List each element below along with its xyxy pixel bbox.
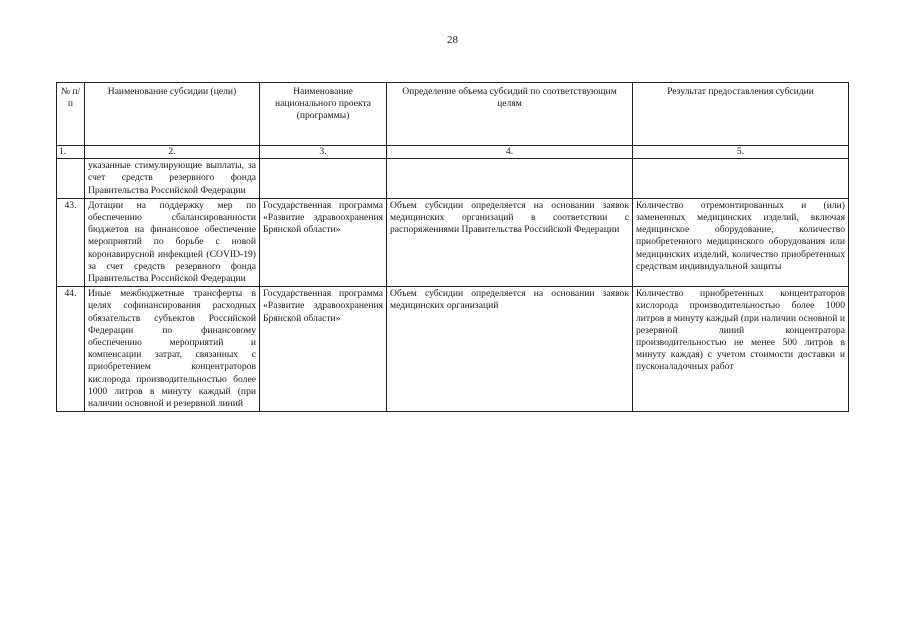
header-result: Результат предоставления субсидии bbox=[633, 83, 849, 146]
column-number: 2. bbox=[85, 146, 260, 159]
row-number bbox=[57, 159, 85, 199]
column-number: 4. bbox=[387, 146, 633, 159]
row-result bbox=[633, 159, 849, 199]
table-row bbox=[57, 159, 849, 199]
row-program: Государственная программа «Развитие здравоохранения Брянской области» bbox=[260, 287, 387, 412]
row-subsidy-name: Дотации на поддержку мер по обеспечению сбалансированности бюджетов на финансовое обеспечение мероприятий по борьбе с новой коронавирусной инфекцией (COVID-19) за счет средств резервного фонда Правительства Российской Федерации bbox=[85, 198, 260, 286]
header-volume-definition: Определение объема субсидий по соответствующим целям bbox=[387, 83, 633, 146]
row-number: 43. bbox=[57, 198, 85, 286]
header-number: № п/п bbox=[57, 83, 85, 146]
column-number-row bbox=[57, 146, 849, 159]
row-number: 44. bbox=[57, 287, 85, 412]
column-number: 3. bbox=[260, 146, 387, 159]
row-program: Государственная программа «Развитие здравоохранения Брянской области» bbox=[260, 198, 387, 286]
column-number: 5. bbox=[633, 146, 849, 159]
row-result: Количество отремонтированных и (или) замененных медицинских изделий, включая медицинское оборудование, количество приобретенного медицинского оборудования или медицинских изделий, количество приобретенных средствам индивидуальной защиты bbox=[633, 198, 849, 286]
table-header-row bbox=[57, 83, 849, 146]
subsidy-table bbox=[56, 82, 849, 412]
row-program bbox=[260, 159, 387, 199]
column-number: 1. bbox=[57, 146, 85, 159]
table-row bbox=[57, 198, 849, 286]
row-volume bbox=[387, 159, 633, 199]
table-row bbox=[57, 287, 849, 412]
header-national-project: Наименование национального проекта (программы) bbox=[260, 83, 387, 146]
row-volume: Объем субсидии определяется на основании заявок медицинских организаций в соответствии с распоряжениями Правительства Российской Федерации bbox=[387, 198, 633, 286]
row-subsidy-name: Иные межбюджетные трансферты в целях софинансирования расходных обязательств субъектов Российской Федерации по финансовому обеспечению мероприятий и компенсации затрат, связанных с приобретением концентраторов кислорода производительностью более 1000 литров в минуту каждый (при наличии основной и резервной линий bbox=[85, 287, 260, 412]
header-subsidy-name: Наименование субсидии (цели) bbox=[85, 83, 260, 146]
row-subsidy-name: указанные стимулирующие выплаты, за счет средств резервного фонда Правительства Российской Федерации bbox=[85, 159, 260, 199]
page-number: 28 bbox=[447, 34, 458, 46]
row-result: Количество приобретенных концентраторов кислорода производительностью более 1000 литров в минуту каждый (при наличии основной и резервной линий концентратора производительностью не менее 500 литров в минуту каждая) с учетом стоимости доставки и пусконаладочных работ bbox=[633, 287, 849, 412]
row-volume: Объем субсидии определяется на основании заявок медицинских организаций bbox=[387, 287, 633, 412]
